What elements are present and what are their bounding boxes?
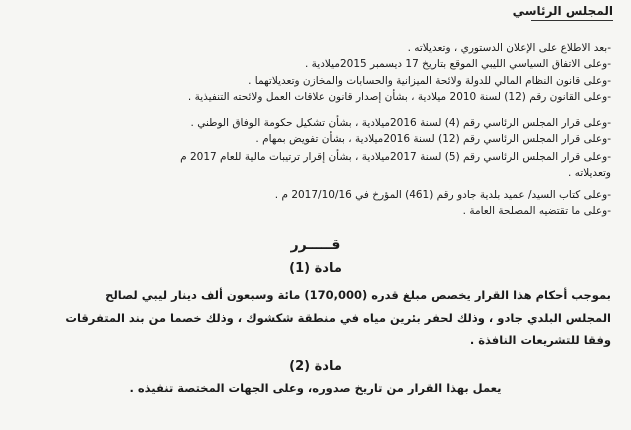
- preamble-line: -بعد الاطلاع على الإعلان الدستوري ، وتعديلاته .: [407, 42, 611, 54]
- preamble-line: -وعلى كتاب السيد/ عميد بلدية جادو رقم (461) المؤرخ في 2017/10/16 م .: [274, 189, 611, 201]
- article-1-line: بموجب أحكام هذا القرار يخصص مبلغ قدره (170,000) مائة وسبعون ألف دينار ليبي لصالح: [105, 288, 611, 302]
- article-2-line: يعمل بهذا القرار من تاريخ صدوره، وعلى الجهات المختصة تنفيذه .: [129, 381, 502, 395]
- article-1-line: المجلس البلدي جادو ، وذلك لحفر بئرين مياه في منطقة شكشوك ، وذلك خصما من بند المتفرقات: [65, 311, 611, 325]
- issuer-title: المجلس الرئاسي: [512, 4, 613, 18]
- article-1-line: وفقا للتشريعات النافذة .: [469, 333, 611, 347]
- preamble-line: -وعلى ما تقتضيه المصلحة العامة .: [462, 205, 611, 217]
- preamble-line: -وعلى قرار المجلس الرئاسي رقم (12) لسنة 2016ميلادية ، بشأن تفويض بمهام .: [255, 133, 611, 145]
- article-1-title: مادة (1): [289, 261, 342, 276]
- preamble-line: -وعلى القانون رقم (12) لسنة 2010 ميلادية ، بشأن إصدار قانون علاقات العمل ولائحته التنفيذية .: [187, 91, 611, 103]
- preamble-line: -وعلى الاتفاق السياسي الليبي الموقع بتاريخ 17 ديسمبر 2015ميلادية .: [305, 58, 611, 70]
- article-2-title: مادة (2): [289, 359, 342, 374]
- preamble-line: -وعلى قانون النظام المالي للدولة ولائحة الميزانية والحسابات والمخازن وتعديلاتهما .: [248, 75, 611, 87]
- preamble-line: -وعلى قرار المجلس الرئاسي رقم (5) لسنة 2017ميلادية ، بشأن إقرار ترتيبات مالية للعام 2017 م: [180, 151, 611, 163]
- preamble-line: -وعلى قرار المجلس الرئاسي رقم (4) لسنة 2016ميلادية ، بشأن تشكيل حكومة الوفاق الوطني .: [190, 117, 611, 129]
- decree-heading: قـــــرر: [290, 237, 341, 253]
- title-underline: [531, 20, 613, 21]
- preamble-line: وتعديلاته .: [568, 167, 611, 179]
